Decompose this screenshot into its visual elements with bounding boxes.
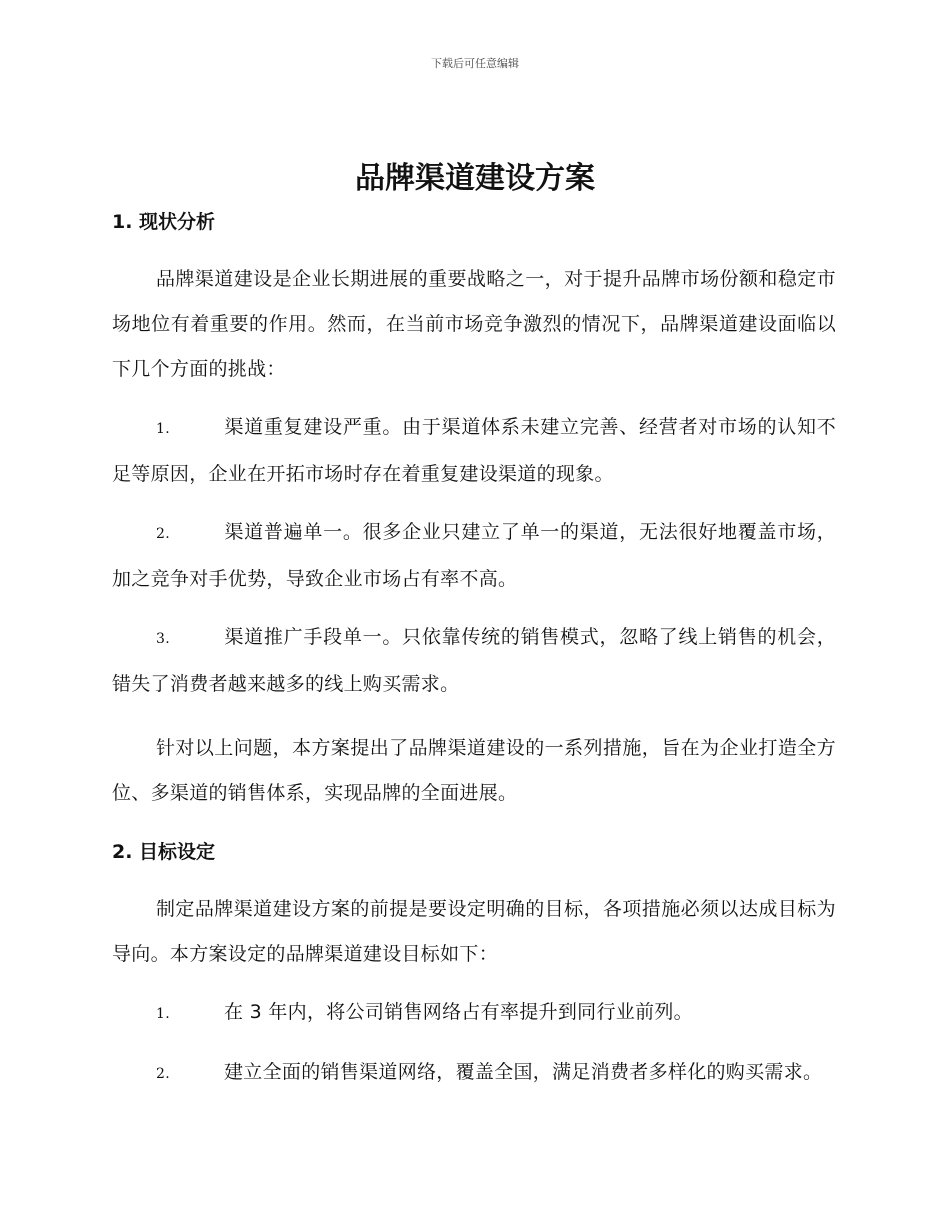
section-heading-goal-setting: 2. 目标设定: [112, 841, 216, 863]
paragraph-intro-goals: 制定品牌渠道建设方案的前提是要设定明确的目标，各项措施必须以达成目标为导向。本方案设定的品牌渠道建设目标如下：: [112, 898, 836, 965]
list-text: 渠道推广手段单一。只依靠传统的销售模式，忽略了线上销售的机会，错失了消费者越来越多的线上购买需求。: [112, 626, 836, 695]
paragraph-intro-status: 品牌渠道建设是企业长期进展的重要战略之一，对于提升品牌市场份额和稳定市场地位有着重要的作用。然而，在当前市场竞争激烈的情况下，品牌渠道建设面临以下几个方面的挑战：: [112, 268, 836, 380]
list-number: 2.: [156, 526, 170, 542]
list-text: 建立全面的销售渠道网络，覆盖全国，满足消费者多样化的购买需求。: [224, 1061, 823, 1083]
paragraph-closing-status: 针对以上问题，本方案提出了品牌渠道建设的一系列措施，旨在为企业打造全方位、多渠道的销售体系，实现品牌的全面进展。: [112, 737, 836, 804]
document-title: 品牌渠道建设方案: [355, 161, 595, 196]
document-body: [112, 200, 836, 1110]
list-number: 3.: [156, 631, 170, 647]
list-item: [112, 990, 836, 1037]
list-item: [112, 405, 836, 497]
list-number: 1.: [156, 1006, 170, 1022]
list-text: 渠道普遍单一。很多企业只建立了单一的渠道，无法很好地覆盖市场，加之竞争对手优势，导致企业市场占有率不高。: [112, 521, 836, 590]
list-number: 2.: [156, 1066, 170, 1082]
list-item: [112, 1050, 836, 1097]
list-number: 1.: [156, 421, 170, 437]
section-heading-status-analysis: 1. 现状分析: [112, 211, 216, 233]
list-item: [112, 510, 836, 602]
list-text: 渠道重复建设严重。由于渠道体系未建立完善、经营者对市场的认知不足等原因，企业在开拓市场时存在着重复建设渠道的现象。: [112, 416, 836, 485]
list-text: 在 3 年内，将公司销售网络占有率提升到同行业前列。: [224, 1001, 693, 1023]
list-item: [112, 615, 836, 707]
header-note: 下载后可任意编辑: [431, 57, 519, 70]
